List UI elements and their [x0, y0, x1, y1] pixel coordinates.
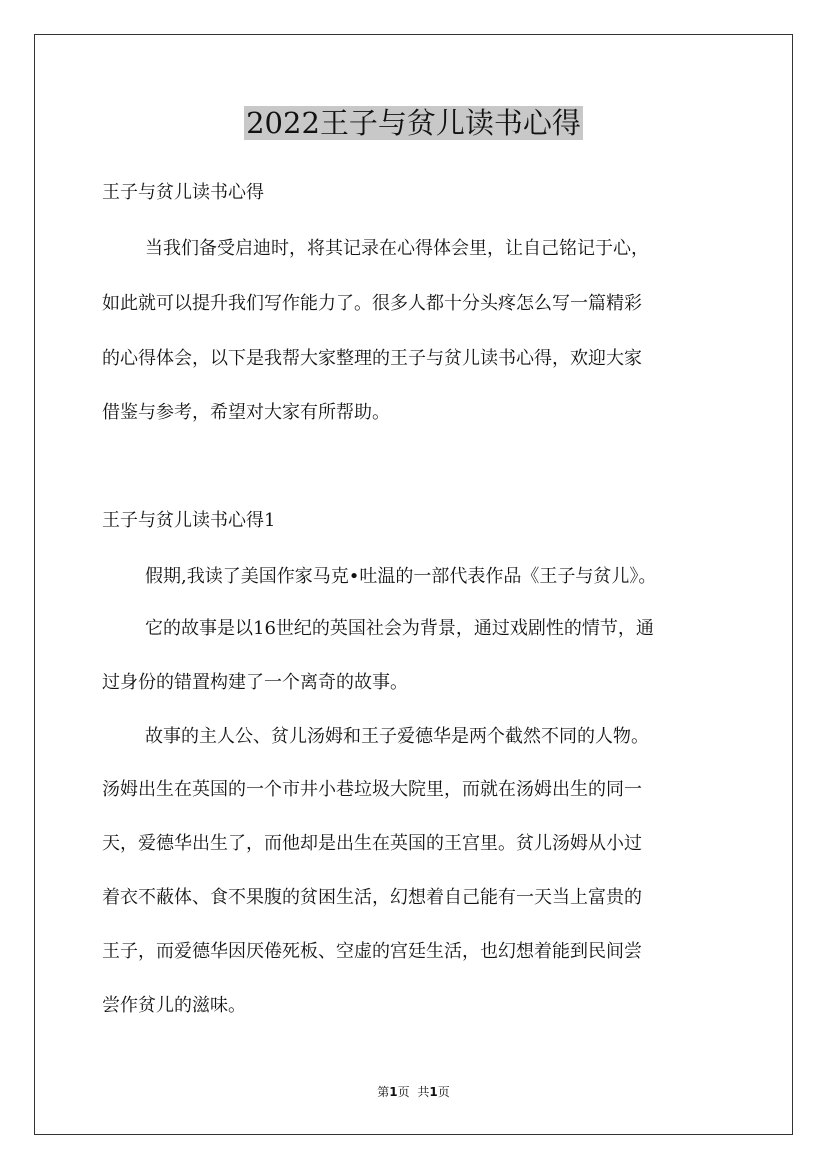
body-line: 着衣不蔽体、食不果腹的贫困生活，幻想着自己能有一天当上富贵的 [102, 887, 642, 908]
intro-line: 借鉴与参考，希望对大家有所帮助。 [102, 402, 390, 423]
body-line: 它的故事是以16世纪的英国社会为背景，通过戏剧性的情节，通 [145, 618, 654, 639]
body-line: 假期,我读了美国作家马克•吐温的一部代表作品《王子与贫儿》。 [145, 566, 657, 587]
total-pages: 1 [429, 1085, 438, 1099]
page-number: 1 [389, 1085, 398, 1099]
body-line: 天，爱德华出生了，而他却是出生在英国的王宫里。贫儿汤姆从小过 [102, 833, 642, 854]
section-heading: 王子与贫儿读书心得1 [102, 510, 276, 531]
intro-line: 的心得体会，以下是我帮大家整理的王子与贫儿读书心得，欢迎大家 [102, 348, 642, 369]
intro-line: 当我们备受启迪时，将其记录在心得体会里，让自己铭记于心， [145, 238, 649, 259]
page-footer [0, 1083, 827, 1100]
body-line: 过身份的错置构建了一个离奇的故事。 [102, 672, 408, 693]
page-suffix: 页 [397, 1085, 410, 1099]
document-title-text: 2022王子与贫儿读书心得 [246, 106, 581, 140]
page-prefix: 第 [377, 1085, 390, 1099]
body-line: 王子，而爱德华因厌倦死板、空虚的宫廷生活，也幻想着能到民间尝 [102, 941, 642, 962]
document-title [0, 103, 827, 143]
total-suffix: 页 [437, 1085, 450, 1099]
intro-line: 如此就可以提升我们写作能力了。很多人都十分头疼怎么写一篇精彩 [102, 293, 642, 314]
document-subtitle: 王子与贫儿读书心得 [102, 182, 264, 203]
body-line: 故事的主人公、贫儿汤姆和王子爱德华是两个截然不同的人物。 [145, 726, 649, 747]
body-line: 尝作贫儿的滋味。 [102, 995, 246, 1016]
total-prefix: 共 [417, 1085, 430, 1099]
body-line: 汤姆出生在英国的一个市井小巷垃圾大院里，而就在汤姆出生的同一 [102, 779, 642, 800]
